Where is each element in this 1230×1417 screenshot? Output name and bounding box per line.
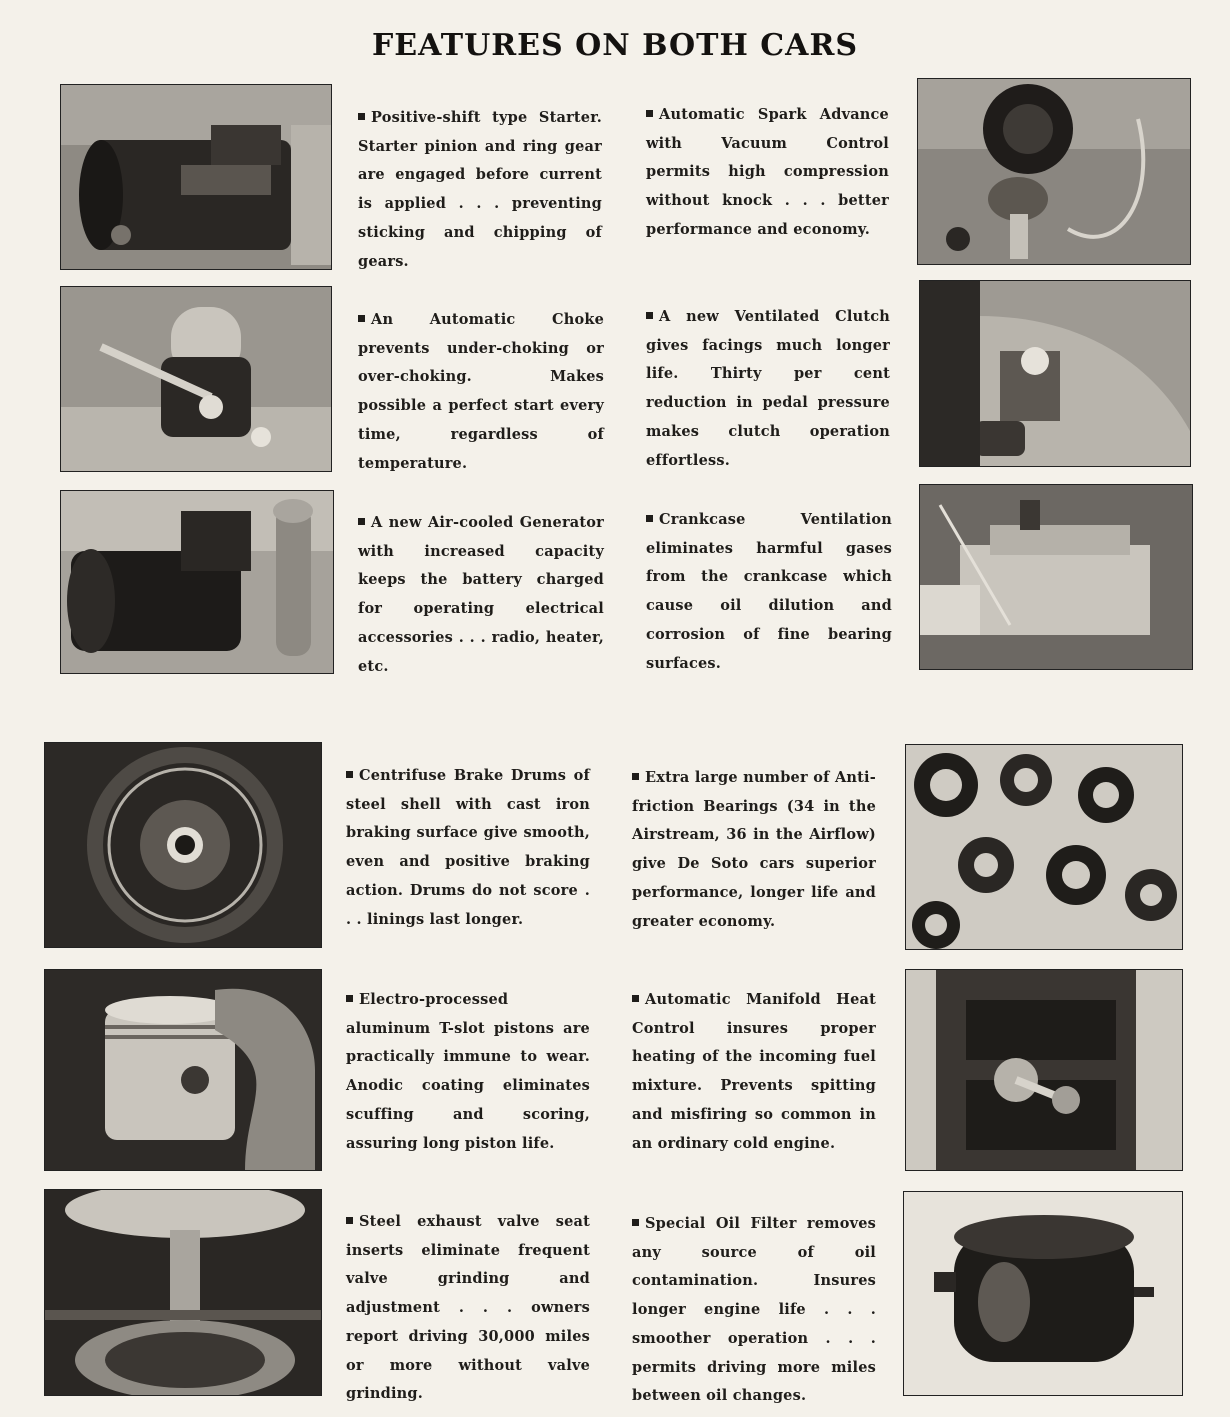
brake-drums-text: Centrifuse Brake Drums of steel shell with cast iron braking surface give smooth, even and positive braking action. Drums do not score . . . linings last longer. — [346, 767, 590, 928]
clutch-photo — [919, 280, 1191, 467]
spark-advance-photo — [917, 78, 1191, 265]
spark-advance-text: Automatic Spark Advance with Vacuum Control permits high compression without knock . . . better performance and economy. — [646, 106, 889, 238]
valve-seat-text: Steel exhaust valve seat inserts eliminate frequent valve grinding and adjustment . . . owners report driving 30,000 miles or more without valve grinding. — [346, 1213, 590, 1403]
pistons-text: Electro-processed aluminum T-slot pistons are practically immune to wear. Anodic coating eliminates scuffing and scoring, assuring long piston life. — [346, 991, 590, 1152]
bullet-icon — [346, 771, 353, 778]
oil-filter-text: Special Oil Filter removes any source of oil contamination. Insures longer engine life . . . smoother operation . . . permits driving more miles between oil changes. — [632, 1215, 876, 1405]
crankcase-text: Crankcase Ventilation eliminates harmful gases from the crankcase which cause oil dilution and corrosion of fine bearing surfaces. — [646, 511, 892, 672]
choke-photo — [60, 286, 332, 472]
bearings-photo — [905, 744, 1183, 950]
starter-photo — [60, 84, 332, 270]
bullet-icon — [632, 1219, 639, 1226]
clutch-text: A new Ventilated Clutch gives facings much longer life. Thirty per cent reduction in pedal pressure makes clutch operation effortless. — [646, 308, 890, 469]
bullet-icon — [358, 315, 365, 322]
manifold-heat-text: Automatic Manifold Heat Control insures proper heating of the incoming fuel mixture. Prevents spitting and misfiring so common in an ordinary cold engine. — [632, 991, 876, 1152]
manifold-heat-photo — [905, 969, 1183, 1171]
bullet-icon — [646, 110, 653, 117]
bullet-icon — [632, 773, 639, 780]
brake-drum-photo — [44, 742, 322, 948]
crankcase-photo — [919, 484, 1193, 670]
choke-text: An Automatic Choke prevents under-choking or over-choking. Makes possible a perfect start every time, regardless of temperature. — [358, 311, 604, 472]
generator-photo — [60, 490, 334, 674]
bullet-icon — [358, 113, 365, 120]
bullet-icon — [632, 995, 639, 1002]
bullet-icon — [646, 312, 653, 319]
valve-seat-photo — [44, 1189, 322, 1396]
bullet-icon — [358, 518, 365, 525]
bearings-text: Extra large number of Anti-friction Bearings (34 in the Airstream, 36 in the Airflow) give De Soto cars superior performance, longer life and greater economy. — [632, 769, 876, 930]
bullet-icon — [346, 995, 353, 1002]
page-title: FEATURES ON BOTH CARS — [371, 28, 859, 63]
bullet-icon — [646, 515, 653, 522]
starter-text: Positive-shift type Starter. Starter pinion and ring gear are engaged before current is applied . . . preventing sticking and chipping of gears. — [358, 109, 602, 270]
generator-text: A new Air-cooled Generator with increased capacity keeps the battery charged for operating electrical accessories . . . radio, heater, etc. — [358, 514, 604, 675]
oil-filter-photo — [903, 1191, 1183, 1396]
bullet-icon — [346, 1217, 353, 1224]
piston-photo — [44, 969, 322, 1171]
